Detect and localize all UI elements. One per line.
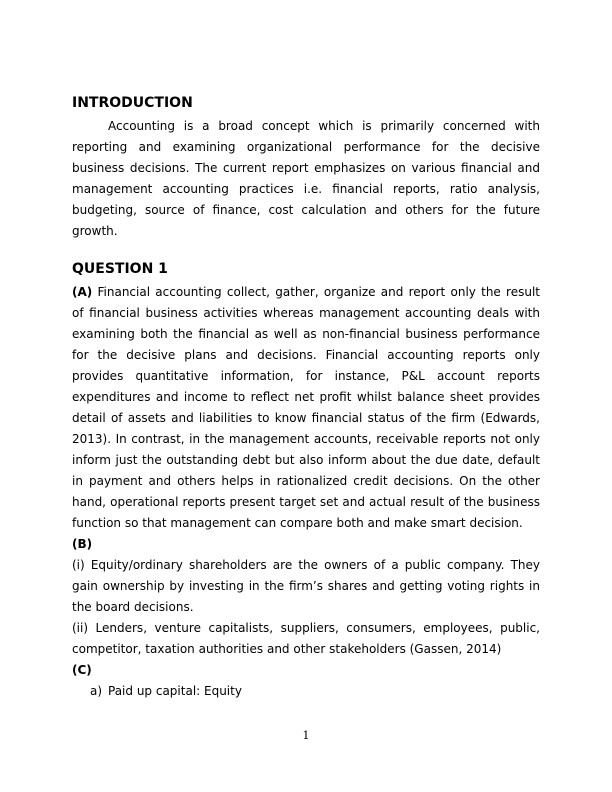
part-a-label: (A)	[72, 285, 93, 299]
page-content	[72, 94, 540, 702]
part-b-item-i: (i) Equity/ordinary shareholders are the owners of a public company. They gain ownership by investing in the firm’s shares and getting voting rights in the board decisions.	[72, 558, 540, 614]
list-item-text: Paid up capital: Equity	[108, 684, 242, 698]
introduction-heading: INTRODUCTION	[72, 95, 193, 111]
part-c-label: (C)	[72, 663, 92, 677]
question-1-heading: QUESTION 1	[72, 261, 168, 277]
list-marker: a)	[90, 684, 103, 698]
part-b-label: (B)	[72, 537, 93, 551]
part-b-label-line	[72, 534, 540, 555]
introduction-paragraph: Accounting is a broad concept which is primarily concerned with reporting and examining organizational performance for the decisive business decisions. The current report emphasizes on various financial and management accounting practices i.e. financial reports, ratio analysis, budgeting, source of finance, cost calculation and others for the future growth.	[72, 119, 540, 238]
part-c-list-item	[72, 681, 540, 702]
page-number: 1	[302, 729, 310, 742]
part-b-item-ii: (ii) Lenders, venture capitalists, suppliers, consumers, employees, public, competitor, taxation authorities and other stakeholders (Gassen, 2014)	[72, 621, 540, 656]
part-a-text: Financial accounting collect, gather, organize and report only the result of financial business activities whereas management accounting deals with examining both the financial as well as non-financial business performance for the decisive plans and decisions. Financial accounting reports only provides quantitative information, for instance, P&L account reports expenditures and income to reflect net profit whilst balance sheet provides detail of assets and liabilities to know financial status of the firm (Edwards, 2013). In contrast, in the management accounts, receivable reports not only inform just the outstanding debt but also inform about the due date, default in payment and others helps in rationalized credit decisions. On the other hand, operational reports present target set and actual result of the business function so that management can compare both and make smart decision.	[72, 285, 540, 530]
section-spacer	[72, 242, 540, 260]
part-c-label-line	[72, 660, 540, 681]
question-1-part-a	[72, 282, 540, 534]
